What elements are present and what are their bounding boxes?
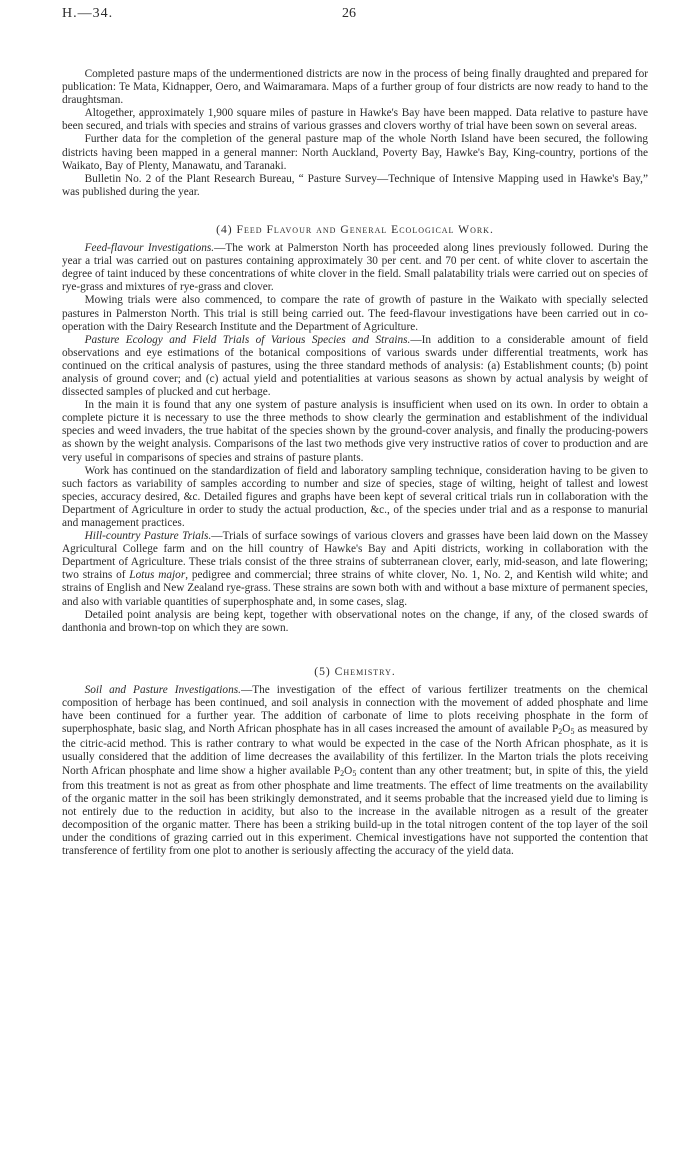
paragraph: Detailed point analysis are being kept, together with observational notes on the change, if any, of the closed swards of danthonia and brown-top on which they are sown. <box>62 608 648 634</box>
run-in-title: Pasture Ecology and Field Trials of Various Species and Strains. <box>84 333 411 346</box>
paragraph-text: content than any other treatment; but, in spite of this, the yield from this treatment is not as great as from other phosphate and lime treatments. The effect of lime treatments on the availability of the organic matter in the soil has been strikingly demonstrated, and it seems probable that the increased yield due to liming is not entirely due to the reduction in acidity, but also to the increase in the available nitrogen as a result of the greater decomposition of the organic matter. There has been a striking build-up in the total nitrogen content of the top layer of the soil under the conditions of grazing carried out in this experiment. Chemical investigations have not supported the contention that transference of fertility from one plot to another is seriously affecting the accuracy of the yield data. <box>62 764 648 858</box>
paragraph <box>62 242 648 294</box>
paragraph: Further data for the completion of the general pasture map of the whole North Island have been secured, the following districts having been mapped in a general manner: North Auckland, Poverty Bay, Hawke's Bay, King-country, portions of the Waikato, Bay of Plenty, Manawatu, and Taranaki. <box>62 133 648 172</box>
page-header <box>62 6 636 26</box>
page-number: 26 <box>342 6 356 21</box>
paragraph-text: —The investigation of the effect of various fertilizer treatments on the chemical composition of herbage has been continued, and soil analysis in connection with the movement of added phosphate and lime have been continued for a further year. The addition of carbonate of lime to plots receiving phosphate in the form of superphosphate, basic slag, and North African phosphate has in all cases increased the amount of available P <box>62 683 649 736</box>
run-in-title: Feed-flavour Investigations. <box>84 242 215 255</box>
paragraph: In the main it is found that any one system of pasture analysis is insufficient when used on its own. In order to obtain a complete picture it is necessary to use the three methods to show clearly the germination and establishment of the individual species and weed invaders, the true habitat of the species shown by the ground-cover analysis, and finally the producing-powers as shown by the weight analysis. Comparisons of the last two methods give very instructive ratios of cover to production and are very useful in comparisons of species and strains of pasture plants. <box>62 399 648 464</box>
paragraph-text: , pedigree and commercial; three strains of white clover, No. 1, No. 2, and Kentish wild white; and strains of English and New Zealand rye-grass. These strains are sown both with and without a base mixture of permanent species, and also with variable quantities of superphosphate and, in some cases, slag. <box>62 569 648 608</box>
paragraph: Completed pasture maps of the undermentioned districts are now in the process of being finally draughted and prepared for publication: Te Mata, Kidnapper, Oero, and Waimaramara. Maps of a further group of four districts are now ready to hand to the draughtsman. <box>62 68 648 107</box>
paragraph: Mowing trials were also commenced, to compare the rate of growth of pasture in the Waikato with specially selected pastures in Palmerston North. This trial is still being carried out. The feed-flavour investigations have been carried out in co-operation with the Dairy Research Institute and the Department of Agriculture. <box>62 294 648 333</box>
formula-text: O <box>562 723 571 736</box>
subscript: 5 <box>570 727 575 737</box>
run-in-title: Hill-country Pasture Trials. <box>84 530 212 543</box>
paragraph <box>62 684 648 858</box>
formula-text: O <box>344 764 353 777</box>
paragraph: Altogether, approximately 1,900 square miles of pasture in Hawke's Bay have been mapped. Data relative to pasture have been secured, and trials with species and strains of various grasses and clovers worthy of trial have been sown on several areas. <box>62 107 648 133</box>
paragraph <box>62 334 648 399</box>
subscript: 5 <box>352 768 357 778</box>
species-name: Lotus major <box>129 569 186 582</box>
report-code: H.—34. <box>62 6 114 21</box>
run-in-title: Soil and Pasture Investigations. <box>84 683 241 696</box>
document-body <box>62 68 648 858</box>
paragraph-text: —Trials of surface sowings of various clovers and grasses have been laid down on the Massey Agricultural College farm and on the hill country of Hawke's Bay and Apiti districts, working in collaboration with the Department of Agriculture. These trials consist of the three strains of subterranean clover, early, mid-season, and late flowering; two strains of <box>62 530 648 582</box>
paragraph <box>62 530 648 609</box>
section-heading: (4) Feed Flavour and General Ecological Work. <box>216 222 494 236</box>
subscript: 2 <box>340 768 345 778</box>
paragraph: Bulletin No. 2 of the Plant Research Bureau, “ Pasture Survey—Technique of Intensive Mapping used in Hawke's Bay,” was published during the year. <box>62 172 648 198</box>
subscript: 2 <box>558 727 563 737</box>
paragraph-text: —The work at Palmerston North has proceeded along lines previously followed. During the year a trial was carried out on pastures containing approximately 30 per cent. and 70 per cent. of white clover to ascertain the degree of taint induced by these concentrations of white clover in the field. Small palatability trials were carried out on species of rye-grass and mixtures of rye-grass and clover. <box>62 242 648 294</box>
paragraph: Work has continued on the standardization of field and laboratory sampling technique, consideration having to be given to such factors as variability of samples according to number and size of species, stage of wilting, height of tallest and lowest species, accuracy desired, &c. Detailed figures and graphs have been kept of several critical trials run in collaboration with the Department of Agriculture in order to study the actual production, &c., of the species under trial and as a response to manurial and management practices. <box>62 464 648 529</box>
paragraph-text: —In addition to a considerable amount of field observations and eye estimations of the botanical compositions of various swards under differential treatments, work has continued on the critical analysis of pastures, using the three standard methods of analysis: (a) Establishment counts; (b) point analysis of ground cover; and (c) actual yield and potentialities at various seasons as shown by actual analysis by weight of dissected samples of plucked and cut herbage. <box>62 333 648 399</box>
paragraph-text: as measured by the citric-acid method. This is rather contrary to what would be expected in the case of the North African phosphate, as it is usually considered that the addition of lime decreases the availability of this fertilizer. In the Marton trials the plots receiving North African phosphate and lime show a higher available P <box>62 723 648 777</box>
section-heading: (5) Chemistry. <box>314 664 396 678</box>
